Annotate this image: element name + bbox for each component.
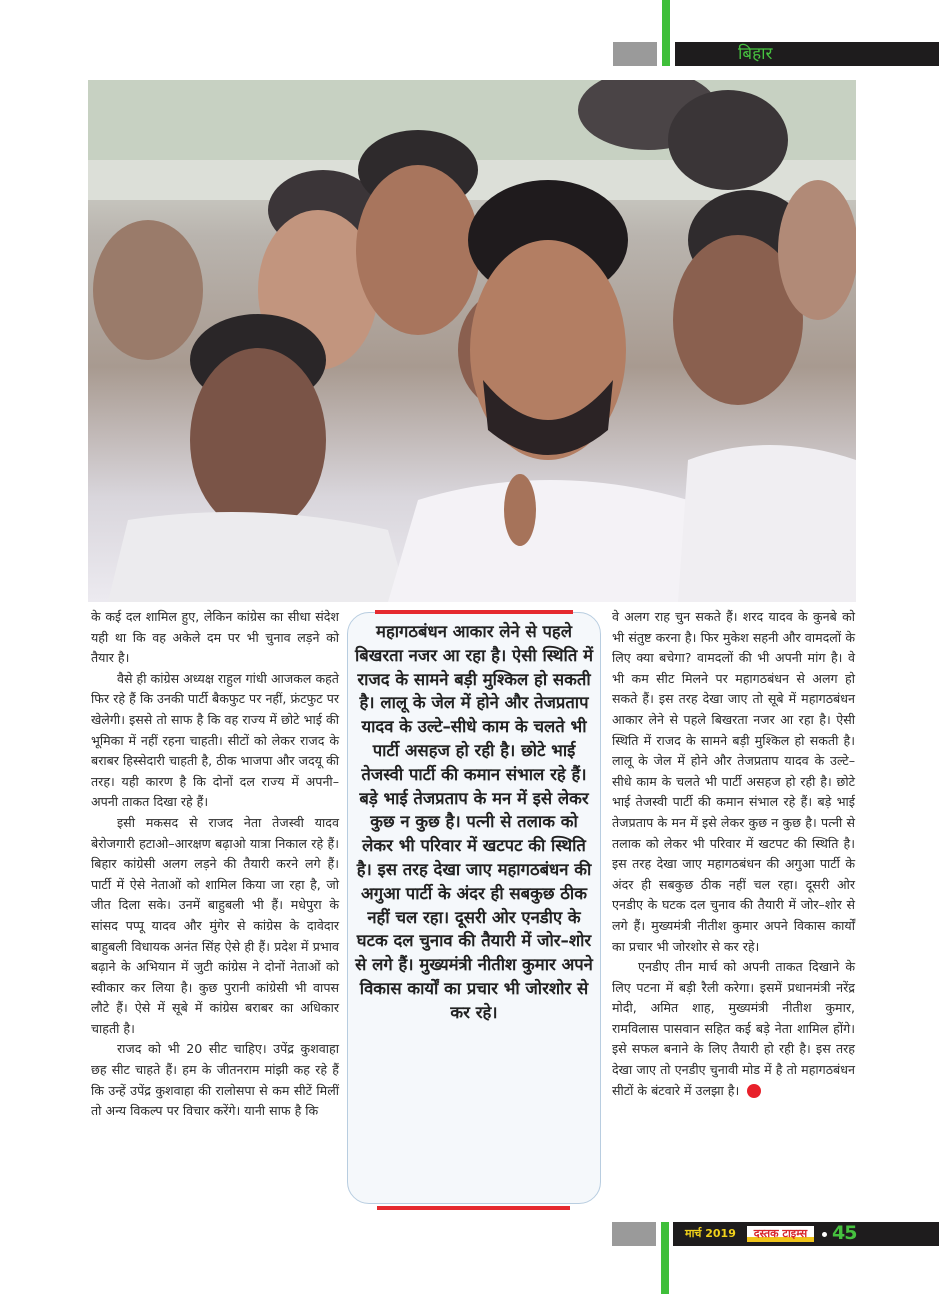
photo-illustration — [88, 80, 856, 602]
pull-quote-top-rule — [375, 610, 573, 614]
paragraph: राजद को भी 20 सीट चाहिए। उपेंद्र कुशवाहा छह सीट चाहते हैं। हम के जीतनराम मांझी कह रहे हैं कि उन्हें उपेंद्र कुशवाहा की रालोसपा से कम सीटें मिलीं तो अन्य विकल्प पर विचार करेंगे। यानी साफ है कि — [91, 1041, 339, 1119]
paragraph-text: एनडीए तीन मार्च को अपनी ताकत दिखाने के लिए पटना में बड़ी रैली करेगा। इसमें प्रधानमंत्री नरेंद्र मोदी, अमित शाह, मुख्यमंत्री नीतीश कुमार, रामविलास पासवान सहित कई बड़े नेता शामिल होंगे। इसे सफल बनाने के लिए तैयारी हो रही है। इस तरह देखा जाए तो एनडीए चुनावी मोड में है तो महागठबंधन सीटों के बंटवारे में उलझा है। — [612, 959, 855, 1098]
article-right-column — [612, 607, 855, 1101]
pull-quote-text: महागठबंधन आकार लेने से पहले बिखरता नजर आ रहा है। ऐसी स्थिति में राजद के सामने बड़ी मुश्किल हो सकती है। लालू के जेल में होने और तेजप्रताप यादव के उल्टे–सीधे काम के चलते भी पार्टी असहज हो रही है। छोटे भाई तेजस्वी पार्टी की कमान संभाल रहे हैं। बड़े भाई तेजप्रताप के मन में इसे लेकर कुछ न कुछ है। पत्नी से तलाक को लेकर भी परिवार में खटपट की स्थिति है। इस तरह देखा जाए महागठबंधन की अगुआ पार्टी के अंदर ही सबकुछ ठीक नहीं चल रहा। दूसरी ओर एनडीए के घटक दल चुनाव की तैयारी में जोर–शोर से लगे हैं। मुख्यमंत्री नीतीश कुमार अपने विकास कार्यों का प्रचार भी जोरशोर से कर रहे। — [355, 622, 593, 1022]
article-end-dot-icon — [747, 1084, 761, 1098]
header-gray-block — [613, 42, 657, 66]
paragraph: वे अलग राह चुन सकते हैं। शरद यादव के कुनबे को भी संतुष्ट करना है। फिर मुकेश सहनी और वामदलों के लिए क्या बचेगा? वामदलों की भी अपनी मांग है। वे भी कम सीट मिलने पर महागठबंधन से अलग हो सकते हैं। इस तरह देखा जाए तो सूबे में महागठबंधन आकार लेने से पहले बिखरता नजर आ रहा है। ऐसी स्थिति में राजद के सामने बड़ी मुश्किल हो सकती है। लालू के जेल में होने और तेजप्रताप यादव के उल्टे–सीधे काम के चलते भी पार्टी असहज हो रही है। छोटे भाई तेजस्वी पार्टी की कमान संभाल रहे हैं। बड़े भाई तेजप्रताप के मन में इसे लेकर कुछ न कुछ है। पत्नी से तलाक को लेकर भी परिवार में खटपट की स्थिति है। इस तरह देखा जाए महागठबंधन की अगुआ पार्टी के अंदर ही सबकुछ ठीक नहीं चल रहा। दूसरी ओर एनडीए के घटक दल चुनाव की तैयारी में जोर–शोर से लगे हैं। मुख्यमंत्री नीतीश कुमार अपने विकास कार्यों का प्रचार भी जोरशोर से कर रहे। — [612, 609, 855, 954]
paragraph: इसी मकसद से राजद नेता तेजस्वी यादव बेरोजगारी हटाओ–आरक्षण बढ़ाओ यात्रा निकाल रहे हैं। बिहार कांग्रेसी अलग लड़ने की तैयारी करने लगे हैं। पार्टी में ऐसे नेताओं को शामिल किया जा रहा है, जो जीत दिला सके। उनमें बाहुबली भी हैं। मधेपुरा के सांसद पप्पू यादव और मुंगेर से कांग्रेस के दावेदार बाहुबली विधायक अनंत सिंह ऐसे ही हैं। प्रदेश में प्रभाव बढ़ाने के अभियान में जुटी कांग्रेस ने दोनों नेताओं को स्वीकार कर लिया है। कुछ पुरानी कांग्रेसी भी वापस लौटे हैं। ऐसे में सूबे में कांग्रेस बराबर का अधिकार चाहती है। — [91, 814, 339, 1036]
article-photo — [88, 80, 856, 602]
paragraph-final — [612, 957, 855, 1101]
issue-date: मार्च 2019 — [685, 1227, 736, 1240]
header-section-banner — [675, 42, 939, 66]
pull-quote-bottom-rule — [377, 1206, 570, 1210]
bullet-separator-icon — [822, 1232, 827, 1237]
footer-gray-block — [612, 1222, 656, 1246]
magazine-logo: दस्तक टाइम्स — [747, 1226, 814, 1242]
header-green-bar — [662, 0, 670, 66]
footer-green-bar — [661, 1222, 669, 1294]
paragraph: वैसे ही कांग्रेस अध्यक्ष राहुल गांधी आजकल कहते फिर रहे हैं कि उनकी पार्टी बैकफुट पर नहीं, फ्रंटफुट पर खेलेगी। इससे तो साफ है कि वह राज्य में छोटे भाई की भूमिका में नहीं रहना चाहती। सीटों को लेकर राजद के बराबर हिस्सेदारी चाहती है, ठीक भाजपा और जदयू की तरह। यही कारण है कि दोनों दल राज्य में अपनी–अपनी ताकत दिखा रहे हैं। — [91, 670, 339, 810]
page-number: 45 — [832, 1222, 857, 1244]
article-left-column — [91, 607, 339, 1122]
paragraph: के कई दल शामिल हुए, लेकिन कांग्रेस का सीधा संदेश यही था कि वह अकेले दम पर भी चुनाव लड़ने को तैयार है। — [91, 609, 339, 666]
section-title: बिहार — [738, 44, 773, 64]
